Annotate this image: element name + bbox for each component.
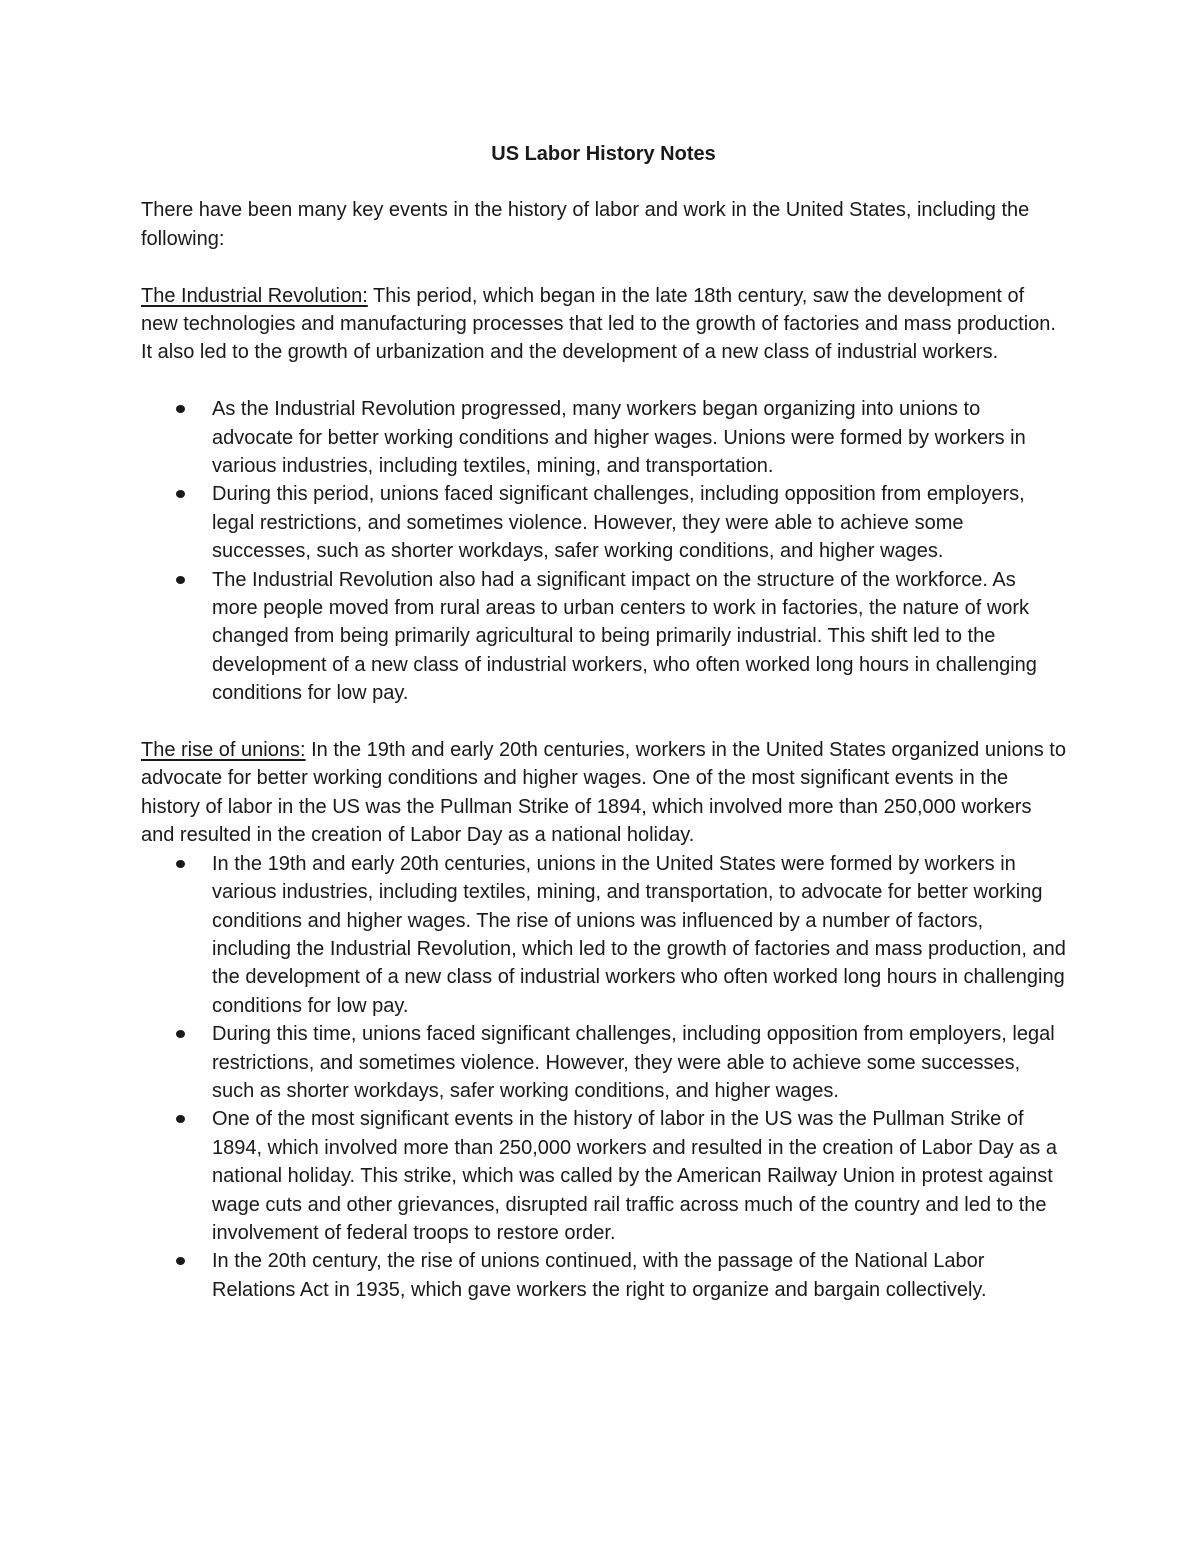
document-title: US Labor History Notes (491, 143, 716, 165)
spacer (141, 253, 1066, 281)
list-item (212, 1020, 1066, 1105)
section-heading-rise-of-unions: The rise of unions: (141, 739, 306, 762)
list-item (212, 566, 1066, 708)
section-heading-industrial-revolution: The Industrial Revolution: (141, 284, 368, 307)
spacer (141, 367, 1066, 395)
bullet-icon (176, 1030, 185, 1038)
bullet-icon (176, 1115, 185, 1123)
list-item-text: In the 20th century, the rise of unions continued, with the passage of the National Labor Relations Act in 1935, which gave workers the right to organize and bargain collectively. (212, 1250, 987, 1301)
spacer (141, 708, 1066, 736)
list-item (212, 1105, 1066, 1247)
list-item-text: During this time, unions faced significant challenges, including opposition from employers, legal restrictions, and sometimes violence. However, they were able to achieve some successes, such as shorter workdays, safer working conditions, and higher wages. (212, 1023, 1055, 1102)
list-item-text: In the 19th and early 20th centuries, unions in the United States were formed by workers in various industries, including textiles, mining, and transportation, to advocate for better working conditions and higher wages. The rise of unions was influenced by a number of factors, including the Industrial Revolution, which led to the growth of factories and mass production, and the development of a new class of industrial workers who often worked long hours in challenging conditions for low pay. (212, 852, 1066, 1017)
bullet-icon (176, 860, 185, 868)
industrial-revolution-bullet-list (141, 395, 1066, 707)
section-text: This period, which began in the late 18th century, saw the development of new technologies and manufacturing processes that led to the growth of factories and mass production. It also led to the growth of urbanization and the development of a new class of industrial workers. (141, 284, 1056, 364)
bullet-icon (176, 490, 185, 498)
list-item-text: The Industrial Revolution also had a significant impact on the structure of the workforce. As more people moved from rural areas to urban centers to work in factories, the nature of work changed from being primarily agricultural to being primarily industrial. This shift led to the development of a new class of industrial workers, who often worked long hours in challenging conditions for low pay. (212, 568, 1037, 705)
list-item (212, 850, 1066, 1020)
bullet-icon (176, 1257, 185, 1265)
list-item-text: One of the most significant events in the history of labor in the US was the Pullman Strike of 1894, which involved more than 250,000 workers and resulted in the creation of Labor Day as a national holiday. This strike, which was called by the American Railway Union in protest against wage cuts and other grievances, disrupted rail traffic across much of the country and led to the involvement of federal troops to restore order. (212, 1108, 1057, 1244)
list-item-text: During this period, unions faced significant challenges, including opposition from employers, legal restrictions, and sometimes violence. However, they were able to achieve some successes, such as shorter workdays, safer working conditions, and higher wages. (212, 483, 1025, 563)
list-item-text: As the Industrial Revolution progressed, many workers began organizing into unions to advocate for better working conditions and higher wages. Unions were formed by workers in various industries, including textiles, mining, and transportation. (212, 398, 1026, 478)
bullet-icon (176, 405, 185, 413)
section-rise-of-unions-paragraph (141, 736, 1066, 850)
intro-paragraph: There have been many key events in the history of labor and work in the United States, including the following: (141, 199, 1030, 250)
document-body (141, 140, 1066, 1304)
bullet-icon (176, 576, 185, 584)
list-item (212, 395, 1066, 480)
list-item (212, 1247, 1066, 1304)
section-industrial-revolution-paragraph (141, 282, 1066, 367)
list-item (212, 480, 1066, 565)
rise-of-unions-bullet-list (141, 850, 1066, 1305)
section-text: In the 19th and early 20th centuries, workers in the United States organized unions to advocate for better working conditions and higher wages. One of the most significant events in the history of labor in the US was the Pullman Strike of 1894, which involved more than 250,000 workers and resulted in the creation of Labor Day as a national holiday. (141, 739, 1066, 847)
